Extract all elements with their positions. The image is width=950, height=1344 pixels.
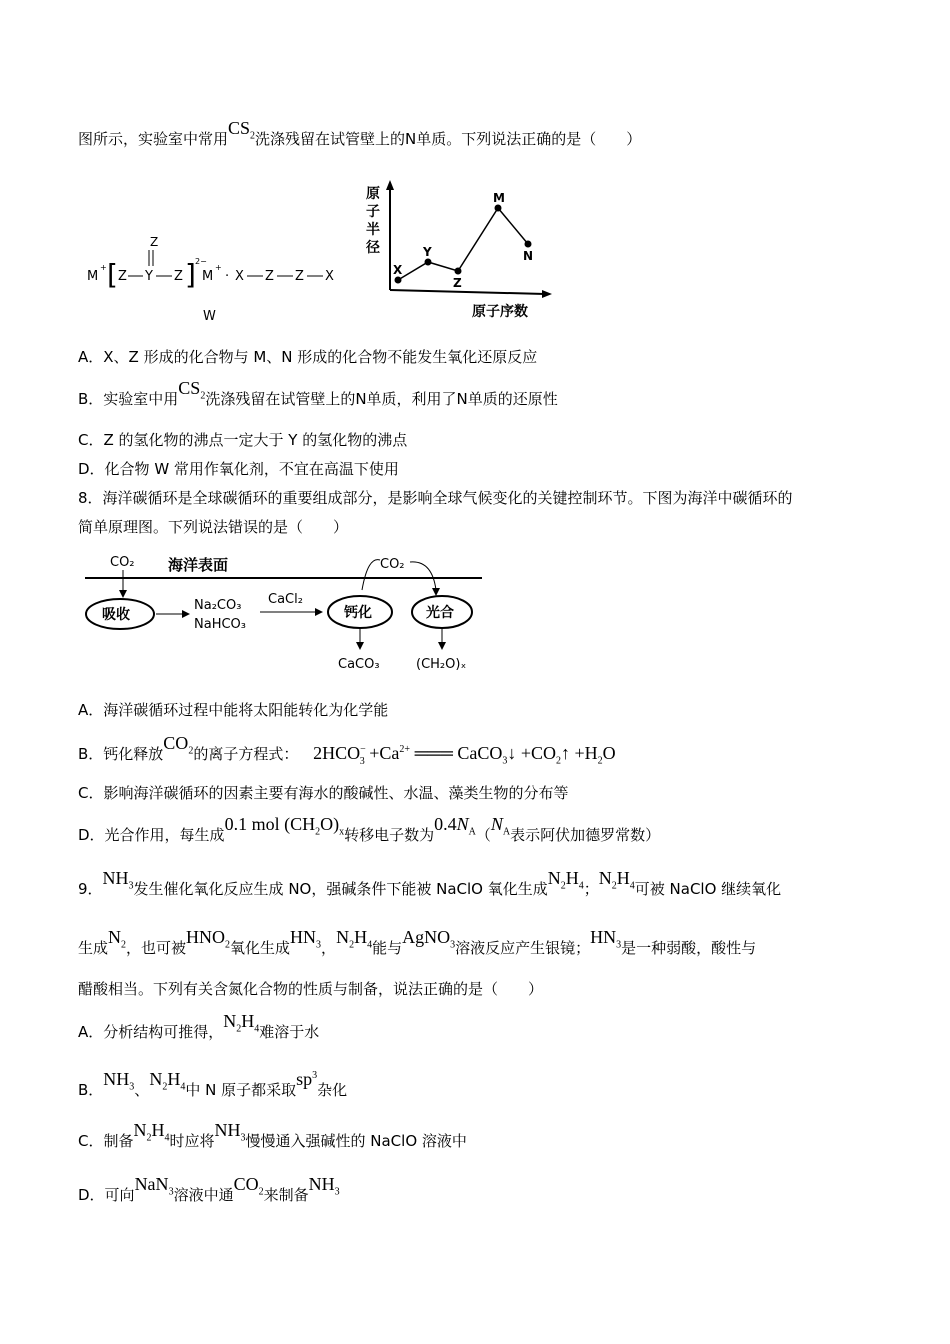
svg-text:Z: Z <box>265 269 274 284</box>
svg-text:CaCO₃: CaCO₃ <box>338 657 380 672</box>
m-ion-1: M <box>87 269 99 284</box>
svg-text:Na₂CO₃: Na₂CO₃ <box>194 598 242 613</box>
atomic-radius-plot <box>360 178 560 326</box>
point-label-x: X <box>393 263 403 277</box>
x-axis <box>390 290 545 294</box>
point-x <box>395 277 402 284</box>
svg-text:X: X <box>325 269 334 284</box>
svg-text:X: X <box>235 269 244 284</box>
q8-option-a[interactable]: A．海洋碳循环过程中能将太阳能转化为化学能 <box>78 701 389 719</box>
svg-text:W: W <box>203 309 216 324</box>
q7-stem: 图所示，实验室中常用$CS_2$洗涤残留在试管壁上的N单质。下列说法正确的是（ ） <box>78 118 642 148</box>
svg-text:2−: 2− <box>195 257 207 266</box>
svg-text:+: + <box>215 263 222 272</box>
point-n <box>525 241 532 248</box>
q8-stem-1: 8．海洋碳循环是全球碳循环的重要组成部分，是影响全球气候变化的关键控制环节。下图为海洋中碳循环的 <box>78 489 793 507</box>
svg-text:NaHCO₃: NaHCO₃ <box>194 617 246 632</box>
svg-text:CO₂: CO₂ <box>380 557 405 572</box>
point-label-z: Z <box>453 276 462 290</box>
svg-text:Y: Y <box>145 269 153 284</box>
svg-text:钙化: 钙化 <box>344 605 372 621</box>
q9-option-d[interactable]: D．可向NaN$_3$溶液中通$CO_2$来制备$NH_3$ <box>78 1174 340 1204</box>
q7-option-b[interactable]: B．实验室中用$CS_2$洗涤残留在试管壁上的N单质，利用了N单质的还原性 <box>78 378 558 408</box>
q8-option-b[interactable]: B．钙化释放$CO_2$的离子方程式： $2HCO^-_3 +Ca^{2+}$ ═══ CaCO$_3$↓ $+CO_2↑ +H_2O$ <box>78 733 616 767</box>
svg-text:]: ] <box>185 258 196 291</box>
radius-series-line <box>398 208 528 280</box>
calcification-equation: $2HCO^-_3 +Ca^{2+}$ ═══ CaCO$_3$↓ $+CO_2↑ +H_2O$ <box>313 743 616 767</box>
point-label-n: N <box>523 249 534 263</box>
q9-stem-1: 9．$NH_3$发生催化氧化反应生成 NO，强碱条件下能被 NaClO 氧化生成$N_2H_4$；$N_2H_4$可被 NaClO 继续氧化 <box>78 868 782 898</box>
svg-text:Z: Z <box>295 269 304 284</box>
y-axis-label: 原子半径 <box>366 186 380 256</box>
svg-text:(CH₂O)ₓ: (CH₂O)ₓ <box>416 657 467 672</box>
q7-option-d[interactable]: D．化合物 W 常用作氧化剂，不宜在高温下使用 <box>78 460 399 478</box>
q9-option-c[interactable]: C．制备$N_2H_4$时应将$NH_3$慢慢通入强碱性的 NaClO 溶液中 <box>78 1120 467 1150</box>
ocean-carbon-cycle-diagram <box>80 548 490 678</box>
q8-option-d[interactable]: D．光合作用，每生成0.1 mol $(CH_2O)_x$转移电子数为$0.4N_A(N_A$表示阿伏加德罗常数） <box>78 814 661 844</box>
q9-stem-3: 醋酸相当。下列有关含氮化合物的性质与制备，说法正确的是（ ） <box>78 980 544 998</box>
q8-option-c[interactable]: C．影响海洋碳循环的因素主要有海水的酸碱性、水温、藻类生物的分布等 <box>78 784 569 802</box>
point-label-m: M <box>493 191 505 205</box>
svg-text:Z: Z <box>174 269 183 284</box>
svg-text:+: + <box>100 263 107 272</box>
q9-option-a[interactable]: A．分析结构可推得，$N_2H_4$难溶于水 <box>78 1011 320 1041</box>
svg-text:吸收: 吸收 <box>102 607 130 623</box>
cs2-formula: $CS_2$ <box>228 118 256 142</box>
svg-text:[: [ <box>107 258 118 291</box>
svg-text:·: · <box>225 269 230 284</box>
point-label-y: Y <box>423 245 432 259</box>
svg-text:Z: Z <box>118 269 127 284</box>
point-z <box>455 268 462 275</box>
x-axis-label: 原子序数 <box>472 304 528 320</box>
point-y <box>425 259 432 266</box>
q8-stem-2: 简单原理图。下列说法错误的是（ ） <box>78 518 349 536</box>
q9-stem-2: 生成$N_2$，也可被$HNO_2$氧化生成$HN_3$，$N_2H_4$能与AgNO$_3$溶液反应产生银镜；$HN_3$是一种弱酸，酸性与 <box>78 927 757 957</box>
m-ion-2: M <box>202 269 214 284</box>
svg-text:光合: 光合 <box>426 605 454 621</box>
svg-text:CO₂: CO₂ <box>110 555 135 570</box>
structure-figure <box>85 232 345 327</box>
q7-option-c[interactable]: C．Z 的氢化物的沸点一定大于 Y 的氢化物的沸点 <box>78 431 408 449</box>
svg-text:CaCl₂: CaCl₂ <box>268 592 303 607</box>
point-m <box>495 205 502 212</box>
q7-option-a[interactable]: A．X、Z 形成的化合物与 M、N 形成的化合物不能发生氧化还原反应 <box>78 348 538 366</box>
q9-option-b[interactable]: B．$NH_3$、$N_2H_4$中 N 原子都采取$sp^3$杂化 <box>78 1069 348 1099</box>
svg-text:海洋表面: 海洋表面 <box>168 556 229 574</box>
svg-text:Z: Z <box>150 235 159 249</box>
